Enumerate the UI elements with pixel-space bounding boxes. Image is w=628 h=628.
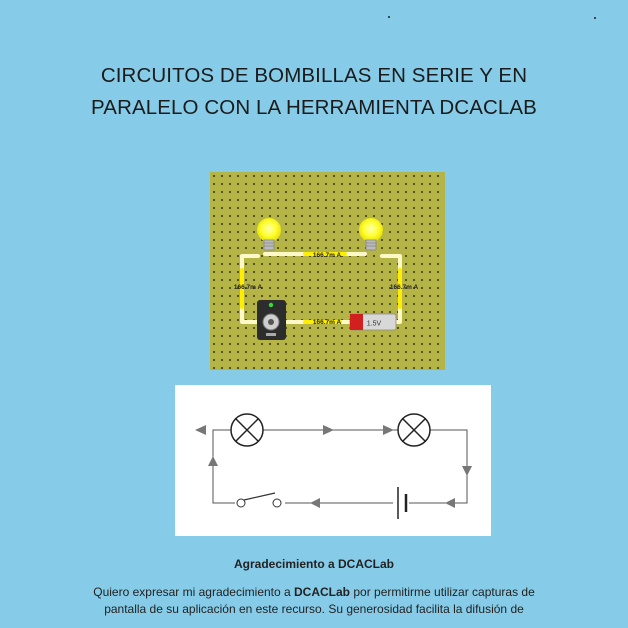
acknowledgement-dcaclab-name: DCACLab bbox=[294, 585, 351, 599]
acknowledgement-body bbox=[82, 584, 546, 618]
acknowledgement-text-end: por permitirme utilizar capturas de pantalla de su aplicación en este recurso. Su generosidad facilita la difusión de bbox=[104, 585, 535, 616]
current-readout-right: 166.7m A bbox=[389, 284, 419, 291]
lamp-symbol-right bbox=[398, 414, 430, 446]
current-readout-top: 166.7m A bbox=[312, 252, 342, 259]
battery-symbol bbox=[393, 485, 409, 521]
acknowledgement-text-start: Quiero expresar mi agradecimiento a bbox=[93, 585, 295, 599]
acknowledgement-heading: Agradecimiento a DCACLab bbox=[233, 557, 395, 571]
page-title-line-2: PARALELO CON LA HERRAMIENTA DCACLAB bbox=[91, 96, 537, 119]
series-circuit-schematic bbox=[175, 385, 491, 536]
dcaclab-simulation-screenshot bbox=[210, 172, 445, 370]
switch-symbol bbox=[235, 493, 285, 511]
toggle-switch bbox=[257, 300, 286, 340]
current-readout-bottom: 166.7m A bbox=[312, 319, 342, 326]
current-readout-left: 166.7m A bbox=[233, 284, 263, 291]
lamp-symbol-left bbox=[231, 414, 263, 446]
decorative-dot-1 bbox=[388, 16, 390, 18]
page-title bbox=[0, 60, 628, 124]
battery bbox=[350, 314, 396, 330]
decorative-dot-2 bbox=[594, 17, 596, 19]
battery-voltage-label: 1.5V bbox=[366, 320, 382, 328]
page-title-line-1: CIRCUITOS DE BOMBILLAS EN SERIE Y EN bbox=[100, 64, 528, 87]
